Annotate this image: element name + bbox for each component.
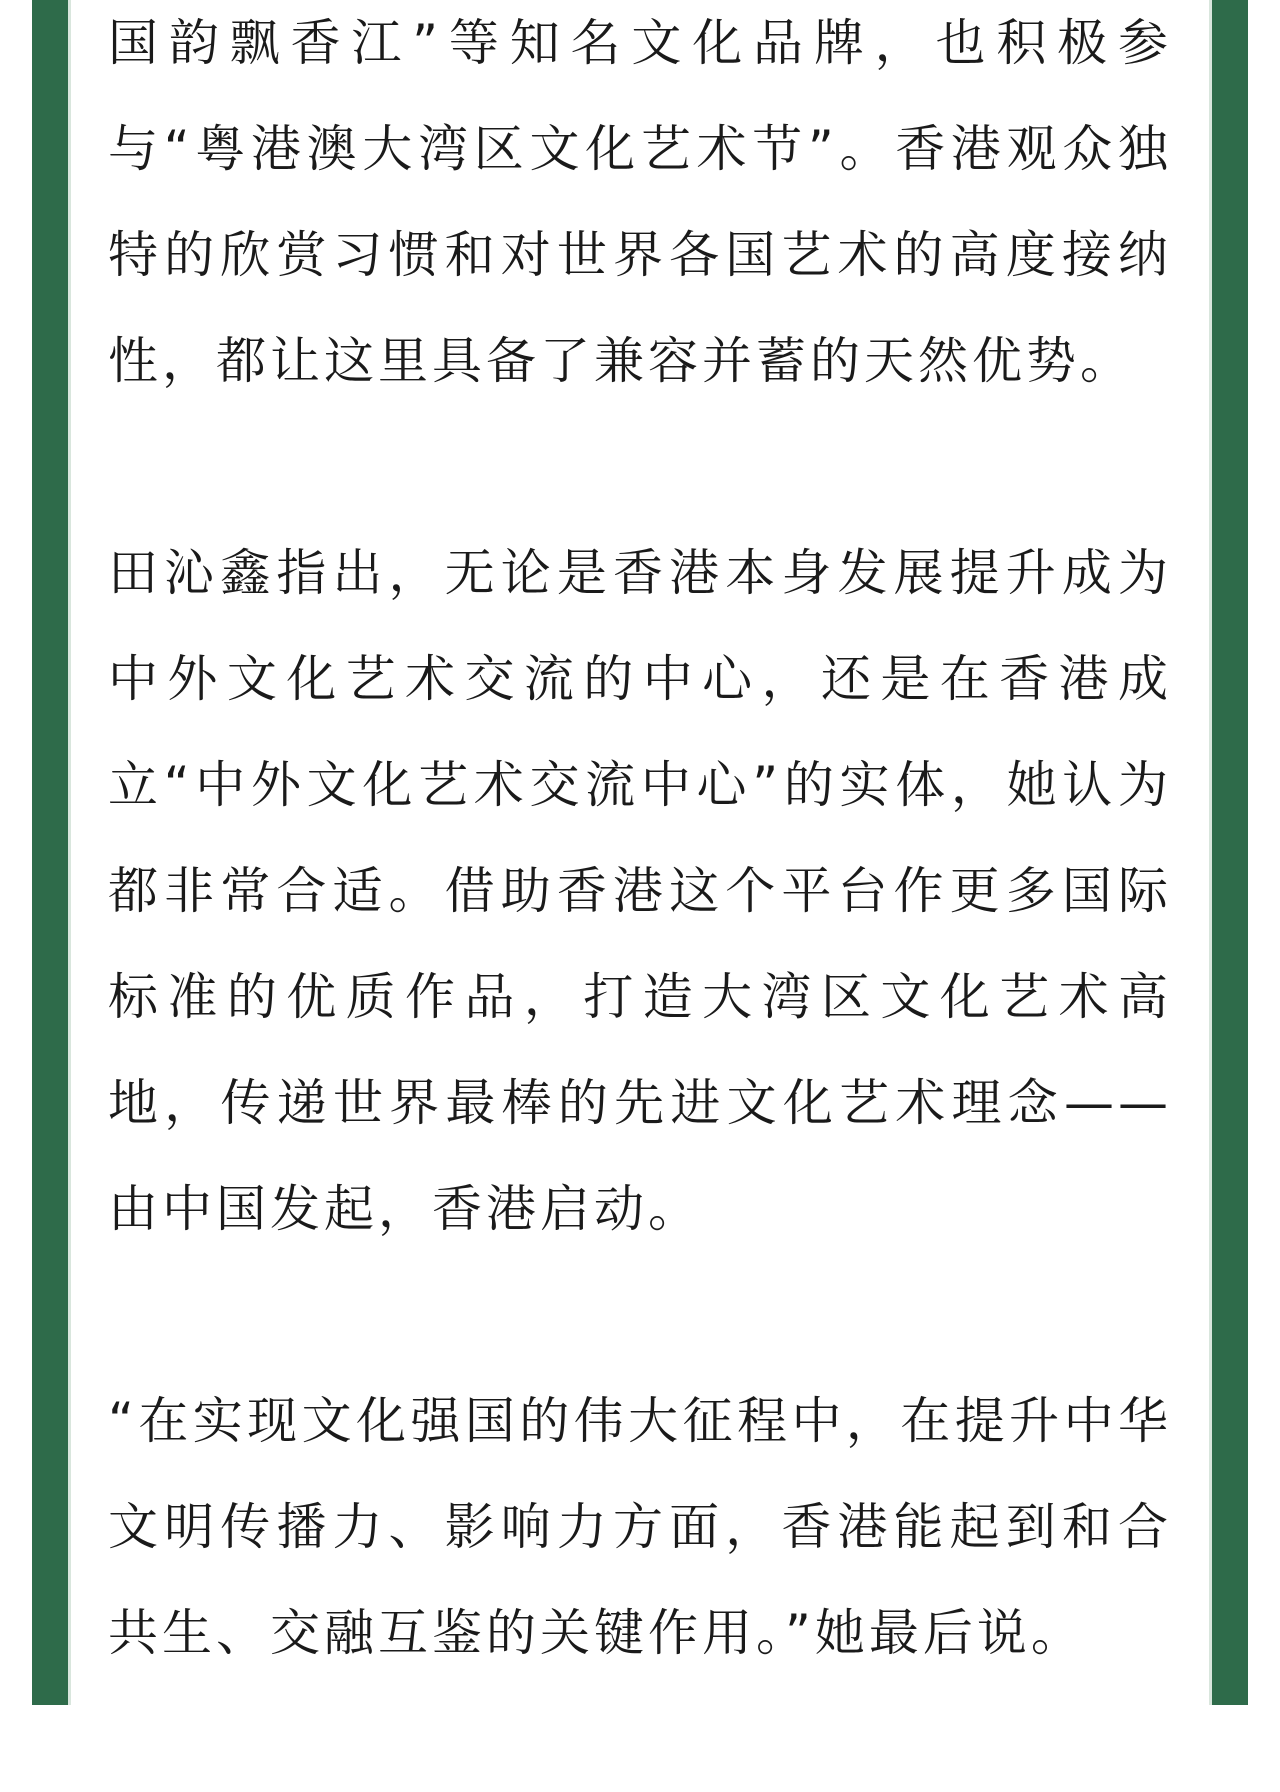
left-border-stripe bbox=[32, 0, 68, 1705]
article-body bbox=[108, 0, 1172, 1792]
article-paragraph-1: 国韵飘香江”等知名文化品牌，也积极参与“粤港澳大湾区文化艺术节”。香港观众独特的欣赏习惯和对世界各国艺术的高度接纳性，都让这里具备了兼容并蓄的天然优势。 bbox=[108, 14, 1172, 390]
right-border-stripe bbox=[1212, 0, 1248, 1705]
article-paragraph-3: “在实现文化强国的伟大征程中，在提升中华文明传播力、影响力方面，香港能起到和合共生、交融互鉴的关键作用。”她最后说。 bbox=[108, 1392, 1172, 1662]
left-border-inner-line bbox=[68, 0, 71, 1705]
article-paragraph-2: 田沁鑫指出，无论是香港本身发展提升成为中外文化艺术交流的中心，还是在香港成立“中外文化艺术交流中心”的实体，她认为都非常合适。借助香港这个平台作更多国际标准的优质作品，打造大湾区文化艺术高地，传递世界最棒的先进文化艺术理念——由中国发起，香港启动。 bbox=[108, 544, 1172, 1238]
right-border-inner-line bbox=[1209, 0, 1212, 1705]
